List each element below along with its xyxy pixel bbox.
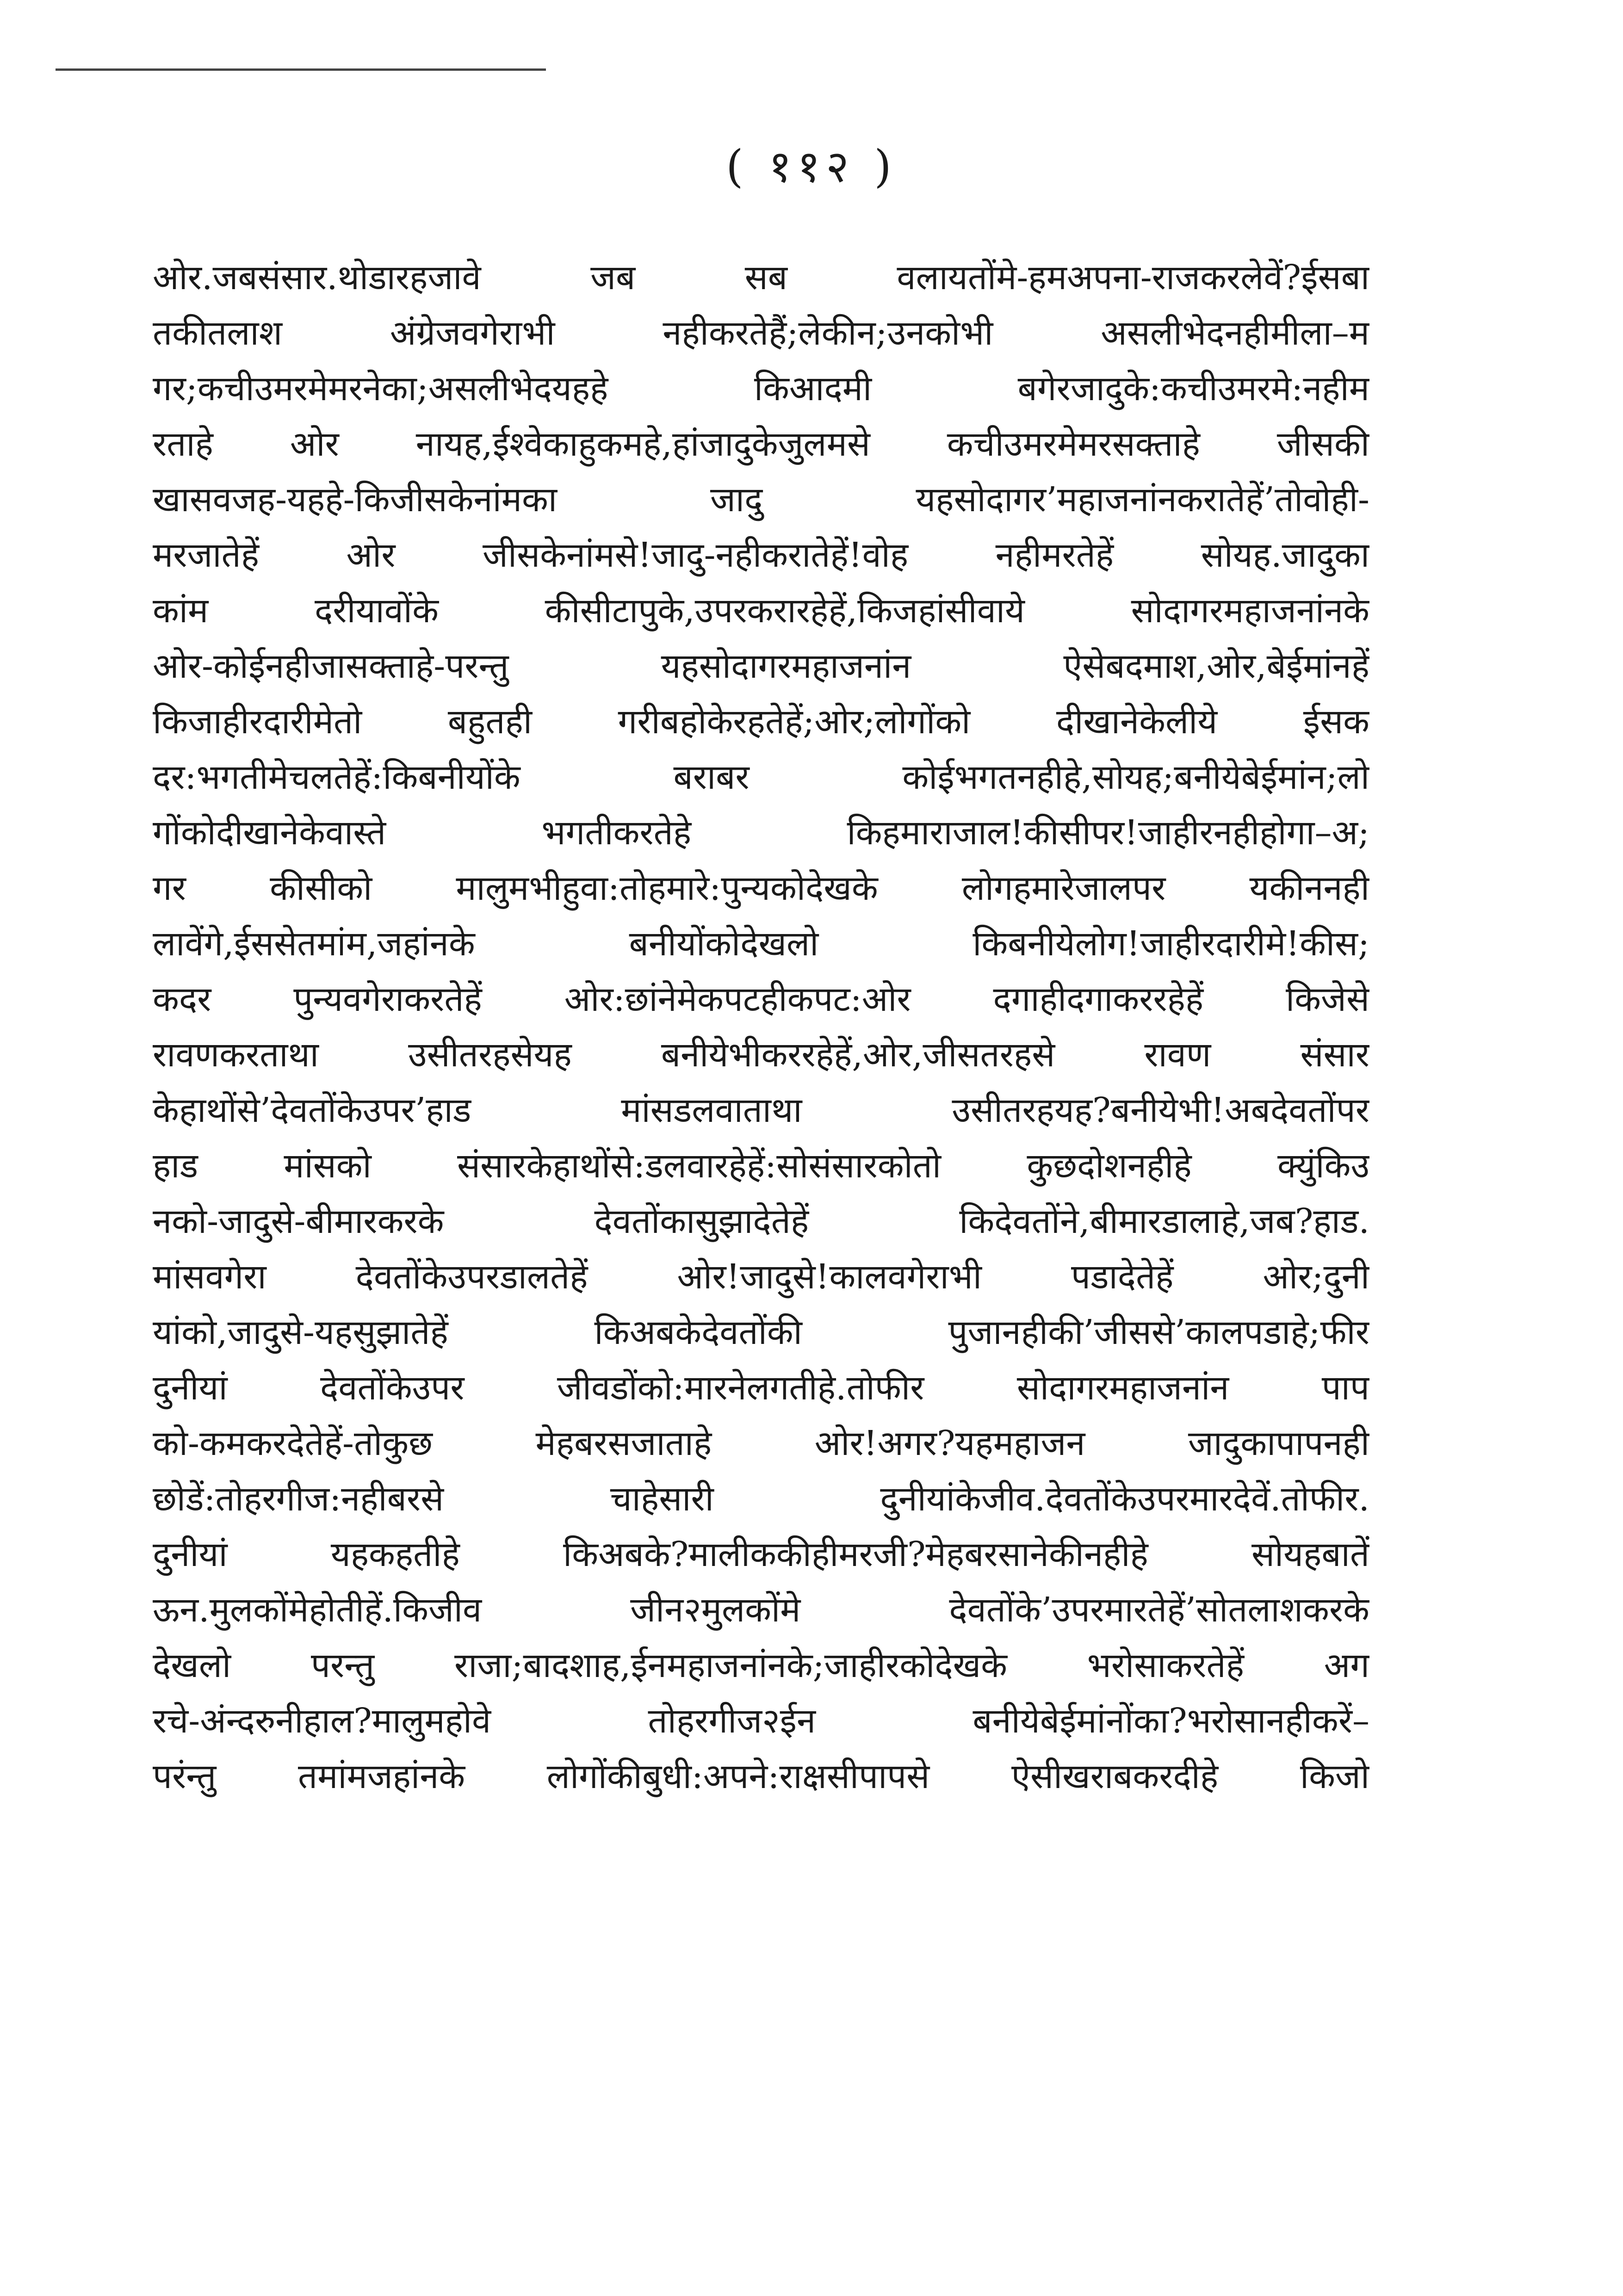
text-line: परंन्तु तमांमजहांनके लोगोंकीबुधी:अपने:राक्षसीपापसे ऐसीखराबकरदीहे किजो [153, 1757, 1369, 1796]
text-line: मांसवगेरा देवतोंकेउपरडालतेहें ओर!जादुसे!कालवगेराभी पडादेतेहें ओर;दुनी [153, 1257, 1369, 1297]
text-line: गर;कचीउमरमेमरनेका;असलीभेदयहहे किआदमी बगेरजादुके:कचीउमरमे:नहीम [153, 369, 1369, 408]
text-line: रावणकरताथा उसीतरहसेयह बनीयेभीकररहेहें,ओर,जीसतरहसे रावण संसार [153, 1035, 1369, 1075]
text-line: कांम दरीयावोंके कीसीटापुके,उपरकरारहेहें,किजहांसीवाये सोदागरमहाजनांनके [153, 591, 1369, 631]
text-line: कदर पुन्यवगेराकरतेहें ओर:छांनेमेकपटहीकपट:ओर दगाहीदगाकररहेहें किजेसे [153, 979, 1369, 1019]
text-line: ऊन.मुलकोंमेहोतीहें.किजीव जीन२मुलकोंमे देवतोंके’उपरमारतेहें’सोतलाशकरके [153, 1590, 1369, 1630]
text-line: दुनीयां देवतोंकेउपर जीवडोंको:मारनेलगतीहे.तोफीर सोदागरमहाजनांन पाप [153, 1368, 1369, 1408]
text-line: गोंकोदीखानेकेवास्ते भगतीकरतेहे किहमाराजाल!कीसीपर!जाहीरनहीहोगा–अ; [153, 813, 1369, 853]
text-line: रताहे ओर नायह,ईश्वेकाहुकमहे,हांजादुकेजुलमसे कचीउमरमेमरसक्ताहे जीसकी [153, 424, 1369, 464]
text-line: देखलो परन्तु राजा;बादशाह,ईनमहाजनांनके;जाहीरकोदेखके भरोसाकरतेहें अग [153, 1646, 1369, 1685]
text-line: किजाहीरदारीमेतो बहुतही गरीबहोकेरहतेहें;ओर;लोगोंको दीखानेकेलीये ईसक [153, 702, 1369, 742]
page-number: ( ११२ ) [726, 141, 897, 192]
text-line: रचे-अंन्दरुनीहाल?मालुमहोवे तोहरगीज२ईन बनीयेबेईमांनोंका?भरोसानहीकरें– [153, 1701, 1369, 1741]
text-line: लावेंगे,ईससेतमांम,जहांनके बनीयोंकोदेखलो किबनीयेलोग!जाहीरदारीमे!कीस; [153, 924, 1369, 964]
text-line: ओर.जबसंसार.थोडारहजावे जब सब वलायतोंमे-हमअपना-राजकरलेवें?ईसबा [153, 258, 1369, 297]
text-line: को-कमकरदेतेहें-तोकुछ मेहबरसजाताहे ओर!अगर?यहमहाजन जादुकापापनही [153, 1423, 1369, 1463]
text-line: दर:भगतीमेचलतेहें:किबनीयोंके बराबर कोईभगतनहीहे,सोयह;बनीयेबेईमांन;लो [153, 757, 1369, 797]
text-line: खासवजह-यहहे-किजीसकेनांमका जादु यहसोदागर’महाजनांनकरातेहें’तोवोही- [153, 480, 1369, 520]
text-line: यांको,जादुसे-यहसुझातेहें किअबकेदेवतोंकी पुजानहीकी’जीससे’कालपडाहे;फीर [153, 1312, 1369, 1352]
text-line: नको-जादुसे-बीमारकरके देवतोंकासुझादेतेहें किदेवतोंने,बीमारडालाहे,जब?हाड. [153, 1201, 1369, 1241]
text-line: दुनीयां यहकहतीहे किअबके?मालीककीहीमरजी?मेहबरसानेकीनहीहे सोयहबातें [153, 1535, 1369, 1574]
text-line: छोडें:तोहरगीज:नहीबरसे चाहेसारी दुनीयांकेजीव.देवतोंकेउपरमारदेवें.तोफीर. [153, 1479, 1369, 1519]
text-line: केहाथोंसे’देवतोंकेउपर’हाड मांसडलवाताथा उसीतरहयह?बनीयेभी!अबदेवतोंपर [153, 1090, 1369, 1130]
text-line: मरजातेहें ओर जीसकेनांमसे!जादु-नहीकरातेहें!वोह नहीमरतेहें सोयह.जादुका [153, 535, 1369, 575]
text-line: तकीतलाश अंग्रेजवगेराभी नहीकरतेहैं;लेकीन;उनकोभी असलीभेदनहीमीला–म [153, 313, 1369, 353]
top-rule [56, 68, 546, 71]
text-line: गर कीसीको मालुमभीहुवा:तोहमारे:पुन्यकोदेखके लोगहमारेजालपर यकीननही [153, 868, 1369, 908]
text-line: हाड मांसको संसारकेहाथोंसे:डलवारहेहें:सोसंसारकोतो कुछदोशनहीहे क्युंकिउ [153, 1146, 1369, 1186]
body-text [153, 250, 1369, 1804]
text-line: ओर-कोईनहीजासक्ताहे-परन्तु यहसोदागरमहाजनांन ऐसेबदमाश,ओर,बेईमांनहें [153, 646, 1369, 686]
